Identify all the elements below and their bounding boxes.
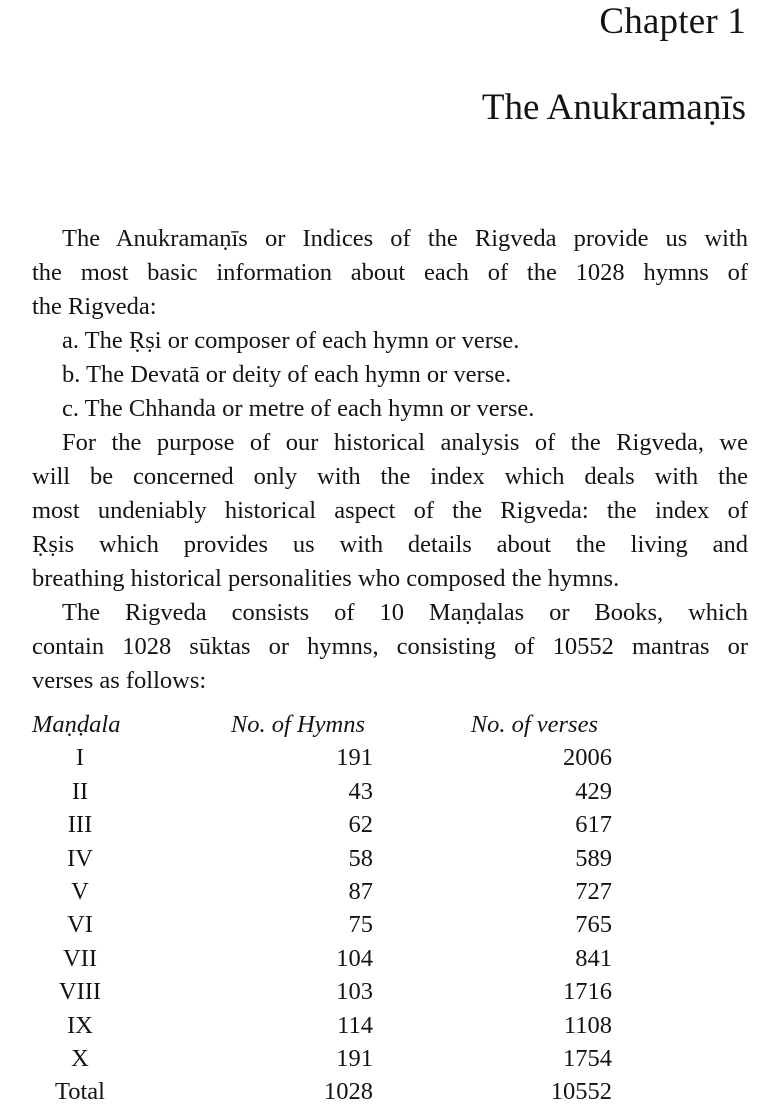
- cell-hymns: 104: [336, 944, 373, 972]
- table-row: [32, 808, 632, 841]
- cell-mandala: IX: [67, 1011, 93, 1039]
- cell-verses: 1108: [563, 1011, 612, 1039]
- cell-hymns: 103: [336, 978, 373, 1006]
- chapter-number: Chapter 1: [599, 1, 746, 42]
- cell-hymns: 114: [337, 1011, 373, 1039]
- paragraph-purpose: [32, 426, 748, 596]
- cell-verses: 617: [575, 811, 612, 839]
- text-line: verses as follows:: [32, 667, 207, 694]
- cell-verses: 1754: [563, 1044, 612, 1072]
- cell-total-verses: 10552: [550, 1078, 612, 1106]
- header-hymns: No. of Hymns: [230, 711, 365, 738]
- cell-verses: 727: [575, 877, 612, 905]
- cell-verses: 841: [575, 944, 612, 972]
- table-row: [32, 942, 632, 975]
- cell-verses: 589: [575, 844, 612, 872]
- list-item: b. The Devatā or deity of each hymn or verse.: [62, 361, 512, 388]
- table-row: [32, 1009, 632, 1042]
- table-row: [32, 842, 632, 875]
- cell-mandala: II: [71, 777, 89, 805]
- cell-mandala: V: [71, 877, 89, 905]
- body-text: [32, 222, 748, 698]
- cell-verses: 1716: [563, 978, 612, 1006]
- cell-verses: 429: [575, 777, 612, 805]
- cell-mandala: X: [71, 1044, 89, 1072]
- table-row: [32, 908, 632, 941]
- header-verses: No. of verses: [470, 711, 598, 738]
- cell-mandala: VIII: [58, 978, 102, 1006]
- cell-mandala: I: [75, 744, 85, 772]
- text-line: breathing historical personalities who composed the hymns.: [32, 565, 620, 592]
- cell-hymns: 58: [348, 844, 373, 872]
- cell-verses: 765: [575, 911, 612, 939]
- cell-mandala: VI: [67, 911, 93, 939]
- table-row: [32, 741, 632, 774]
- table-total-row: [32, 1075, 632, 1108]
- text-line: The Rigveda consists of 10 Maṇḍalas or Books, which: [62, 599, 748, 626]
- index-list: [32, 324, 748, 426]
- table-row: [32, 875, 632, 908]
- table-row: [32, 975, 632, 1008]
- cell-mandala: III: [67, 811, 93, 839]
- text-line: contain 1028 sūktas or hymns, consisting of 10552 mantras or: [32, 633, 748, 660]
- cell-total-hymns: 1028: [324, 1078, 373, 1106]
- cell-hymns: 62: [348, 811, 373, 839]
- cell-mandala: IV: [67, 844, 93, 872]
- header-mandala: Maṇḍala: [32, 711, 121, 738]
- text-line: the Rigveda:: [32, 293, 157, 320]
- text-line: most undeniably historical aspect of the Rigveda: the index of: [32, 497, 748, 524]
- mandala-table: [32, 708, 632, 1109]
- table-row: [32, 775, 632, 808]
- table-row: [32, 1042, 632, 1075]
- cell-total-label: Total: [55, 1078, 105, 1106]
- cell-hymns: 43: [348, 777, 373, 805]
- text-line: the most basic information about each of the 1028 hymns of: [32, 259, 748, 286]
- text-line: The Anukramaṇīs or Indices of the Rigveda provide us with: [62, 225, 748, 252]
- paragraph-structure: [32, 596, 748, 698]
- cell-hymns: 75: [348, 911, 373, 939]
- text-line: For the purpose of our historical analysis of the Rigveda, we: [62, 429, 748, 456]
- cell-hymns: 191: [336, 1044, 373, 1072]
- cell-hymns: 191: [336, 744, 373, 772]
- cell-hymns: 87: [348, 877, 373, 905]
- cell-verses: 2006: [563, 744, 612, 772]
- list-item: c. The Chhanda or metre of each hymn or verse.: [62, 395, 535, 422]
- list-item: a. The Ṛṣi or composer of each hymn or verse.: [62, 327, 520, 354]
- table-header-row: [32, 708, 632, 741]
- text-line: will be concerned only with the index which deals with the: [32, 463, 748, 490]
- chapter-title: The Anukramaṇīs: [481, 87, 746, 128]
- text-line: Ṛṣis which provides us with details about the living and: [32, 531, 748, 558]
- cell-mandala: VII: [62, 944, 97, 972]
- paragraph-intro: [32, 222, 748, 324]
